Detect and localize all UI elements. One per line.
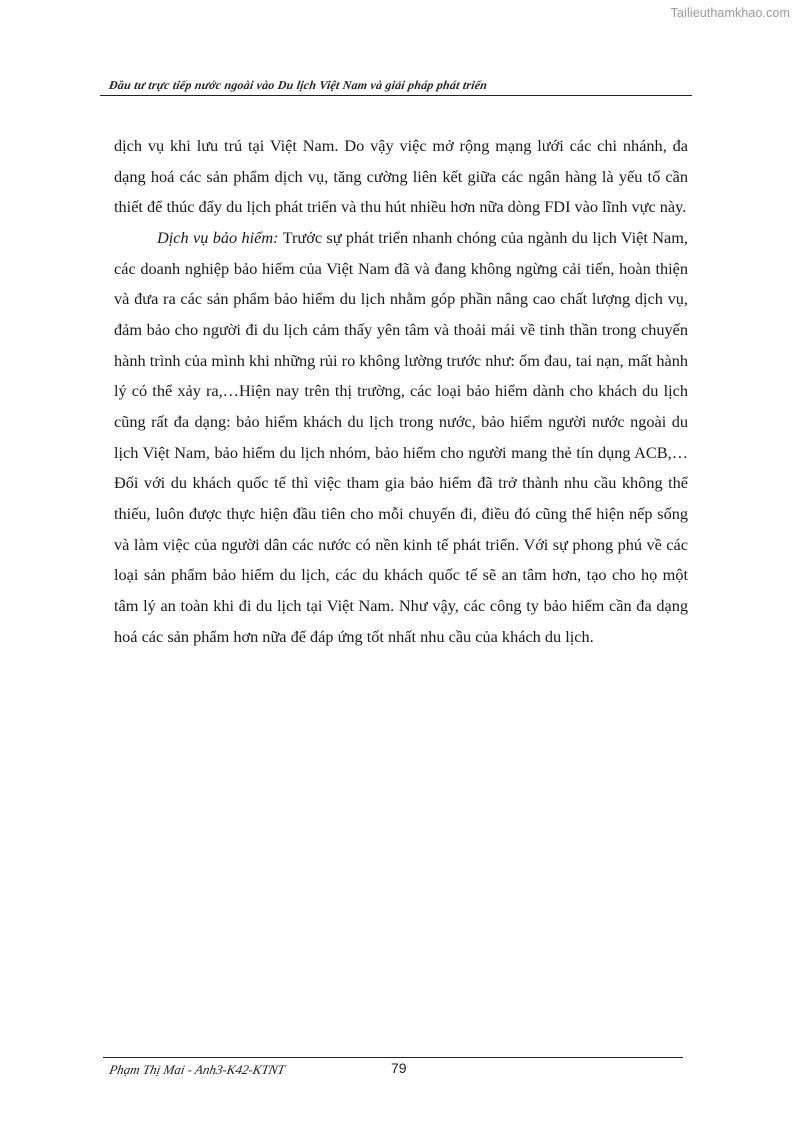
insurance-lead-in: Dịch vụ bảo hiểm: (157, 227, 279, 247)
insurance-paragraph-text: Trước sự phát triển nhanh chóng của ngành du lịch Việt Nam, các doanh nghiệp bảo hiểm của Việt Nam đã và đang không ngừng cải tiến, hoàn thiện và đưa ra các sản phẩm bảo hiểm du lịch nhằm góp phần nâng cao chất lượng dịch vụ, đảm bảo cho người đi du lịch cảm thấy yên tâm và thoải mái về tinh thần trong chuyến hành trình của mình khi những rủi ro không lường trước như: ốm đau, tai nạn, mất hành lý có thể xảy ra,…Hiện nay trên thị trường, các loại bảo hiểm dành cho khách du lịch cũng rất đa dạng: bảo hiểm khách du lịch trong nước, bảo hiểm người nước ngoài du lịch Việt Nam, bảo hiểm du lịch nhóm, bảo hiểm cho người mang thẻ tín dụng ACB,… Đối với du khách quốc tế thì việc tham gia bảo hiểm đã trở thành nhu cầu không thể thiếu, luôn được thực hiện đầu tiên cho mỗi chuyến đi, điều đó cũng thể hiện nếp sống và làm việc của người dân các nước có nền kinh tế phát triển. Với sự phong phú về các loại sản phẩm bảo hiểm du lịch, các du khách quốc tế sẽ an tâm hơn, tạo cho họ một tâm lý an toàn khi đi du lịch tại Việt Nam. Như vậy, các công ty bảo hiểm cần đa dạng hoá các sản phẩm hơn nữa để đáp ứng tốt nhất nhu cầu của khách du lịch. (114, 227, 688, 646)
watermark-text: Tailieuthamkhao.com (670, 6, 790, 20)
page-number: 79 (391, 1060, 407, 1076)
footer-divider (103, 1057, 683, 1058)
running-header-title: Đầu tư trực tiếp nước ngoài vào Du lịch Việt Nam và giải pháp phát triển (108, 78, 489, 92)
paragraph-insurance-services (114, 223, 688, 652)
footer-author: Phạm Thị Mai - Anh3-K42-KTNT (108, 1062, 287, 1077)
page-body (114, 131, 688, 652)
paragraph-banking-continuation: dịch vụ khi lưu trú tại Việt Nam. Do vậy việc mở rộng mạng lưới các chi nhánh, đa dạng hoá các sản phẩm dịch vụ, tăng cường liên kết giữa các ngân hàng là yếu tố cần thiết để thúc đẩy du lịch phát triển và thu hút nhiều hơn nữa dòng FDI vào lĩnh vực này. (114, 136, 688, 217)
header-divider (100, 95, 692, 96)
